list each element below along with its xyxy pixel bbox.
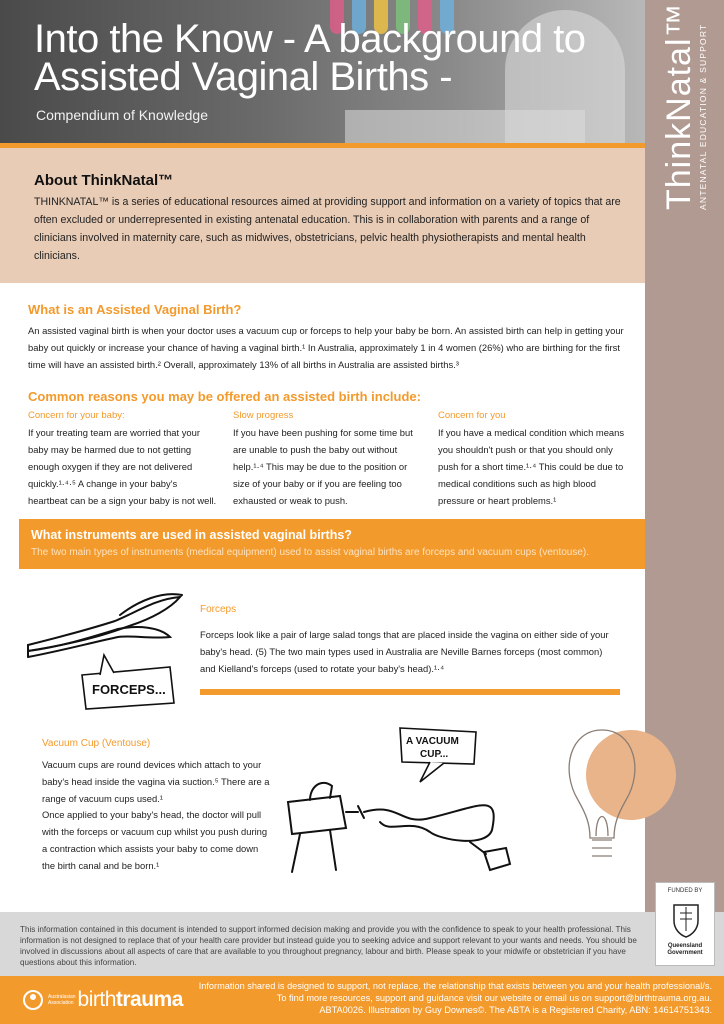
vacuum-body-2: Once applied to your baby's head, the doctor will pull with the forceps or vacuum cup whilst you push during a contraction which assists your baby to come down the birth canal and be born.¹ bbox=[42, 809, 268, 871]
brand-name-birth: birth bbox=[77, 988, 116, 1011]
about-heading: About ThinkNatal™ bbox=[34, 172, 174, 189]
brand-name-trauma: trauma bbox=[115, 988, 183, 1011]
forceps-speech-bubble bbox=[82, 655, 174, 709]
vacuum-speech-bubble bbox=[400, 728, 476, 782]
footer-info bbox=[152, 980, 712, 1016]
vacuum-bubble-line-1: A VACUUM bbox=[406, 736, 459, 747]
vacuum-cup-illustration bbox=[280, 722, 520, 882]
what-body: An assisted vaginal birth is when your doctor uses a vacuum cup or forceps to help your baby be born. An assisted birth can help in getting your baby out quickly or increase your chance of having a vaginal birth.¹ In Australia, approximately 1 in 4 women (26%) who are birthing for the first time will have an assisted birth.² Overall, approximately 13% of all births in Australia are assisted births.³ bbox=[28, 325, 624, 370]
footer-line-1: Information shared is designed to support, not replace, the relationship that exists between you and your health professional/s. bbox=[198, 981, 712, 991]
what-heading: What is an Assisted Vaginal Birth? bbox=[28, 302, 242, 317]
birth-trauma-logo-icon bbox=[22, 989, 44, 1011]
forceps-title: Forceps bbox=[200, 604, 237, 615]
brand-small-line-2: Association bbox=[48, 1000, 74, 1006]
gov-line-1: Queensland bbox=[667, 943, 703, 949]
brand-small-text bbox=[48, 994, 76, 1006]
reason-title: Slow progress bbox=[233, 410, 294, 421]
about-section bbox=[0, 148, 645, 283]
instruments-heading: What instruments are used in assisted vaginal births? bbox=[31, 528, 352, 542]
vacuum-title: Vacuum Cup (Ventouse) bbox=[42, 738, 151, 749]
light-bulb-illustration bbox=[560, 700, 644, 910]
footer-line-2[interactable]: To find more resources, support and guidance visit our website or email us on support@birthtrauma.org.au. bbox=[276, 993, 712, 1003]
forceps-illustration bbox=[20, 585, 190, 715]
reason-title: Concern for you bbox=[438, 410, 506, 421]
side-brand: ThinkNatal™ bbox=[660, 2, 698, 210]
reason-body: If your treating team are worried that your baby may be harmed due to not getting enough oxygen if they are not delivered quickly.¹·⁴·⁵ A change in your baby's heartbeat can be a sign your baby is not well. bbox=[28, 427, 217, 506]
reason-body: If you have a medical condition which means you shouldn't push or that you should only push for a short time.¹·⁴ This could be due to medical conditions such as high blood pressure or heart problems.¹ bbox=[438, 427, 625, 506]
about-body: THINKNATAL™ is a series of educational resources aimed at providing support and information on a variety of topics that are often excluded or underrepresented in existing antenatal education. This is in collaboration with parents and a range of clinicians involved in maternity care, such as midwives, obstetricians, pelvic health physiotherapists and mental health clinicians. bbox=[34, 196, 621, 262]
gov-line-2: Government bbox=[667, 950, 703, 956]
reasons-heading: Common reasons you may be offered an assisted birth include: bbox=[28, 389, 421, 404]
forceps-bubble-text: FORCEPS... bbox=[92, 682, 166, 697]
instruments-subheading: The two main types of instruments (medical equipment) used to assist vaginal births are forceps and vacuum cups (ventouse). bbox=[31, 547, 590, 558]
queensland-crest-icon bbox=[670, 899, 702, 939]
vacuum-bubble-line-2: CUP... bbox=[420, 749, 449, 760]
funded-label: FUNDED BY bbox=[667, 888, 703, 894]
instruments-banner bbox=[19, 519, 645, 569]
disclaimer-section bbox=[0, 912, 724, 976]
vacuum-body-1: Vacuum cups are round devices which attach to your baby's head inside the vagina via suction.⁵ There are a range of vacuum cups used.¹ bbox=[42, 759, 270, 804]
footer-line-3: ABTA0026. Illustration by Guy Downes©. The ABTA is a Registered Charity, ABN: 14614751343. bbox=[319, 1005, 712, 1015]
brand-small-line-1: Australasian bbox=[48, 994, 76, 1000]
side-tagline: ANTENATAL EDUCATION & SUPPORT bbox=[698, 23, 708, 210]
forceps-divider bbox=[200, 689, 620, 695]
funded-by-badge bbox=[655, 882, 715, 966]
disclaimer-text: This information contained in this document is intended to support informed decision making and provide you with the confidence to speak to your health professional. This information is not designed to replace that of your health care provider but instead guide you to seeking advice and support relevant to your wants and needs. You should be involved in discussions about all aspects of care that are available to you throughout pregnancy, labour and birth. Please speak to your midwife or obstetrician if you have questions about this information. bbox=[20, 925, 637, 967]
reason-body: If you have been pushing for some time but are unable to push the baby out without help.¹·⁴ This may be due to the position or size of your baby or if you are feeling too exhausted or weak to push. bbox=[233, 427, 413, 506]
queensland-government-label bbox=[656, 943, 714, 957]
forceps-body: Forceps look like a pair of large salad tongs that are placed inside the vagina on either side of your baby's head. (5) The two main types used in Australia are Neville Barnes forceps (most common) and Kielland's forceps (used to rotate your baby's head).¹·⁴ bbox=[200, 629, 609, 674]
page-title: Into the Know - A background to Assisted Vaginal Births - bbox=[34, 17, 586, 99]
reason-title: Concern for your baby: bbox=[28, 410, 125, 421]
page-subtitle: Compendium of Knowledge bbox=[36, 107, 208, 123]
